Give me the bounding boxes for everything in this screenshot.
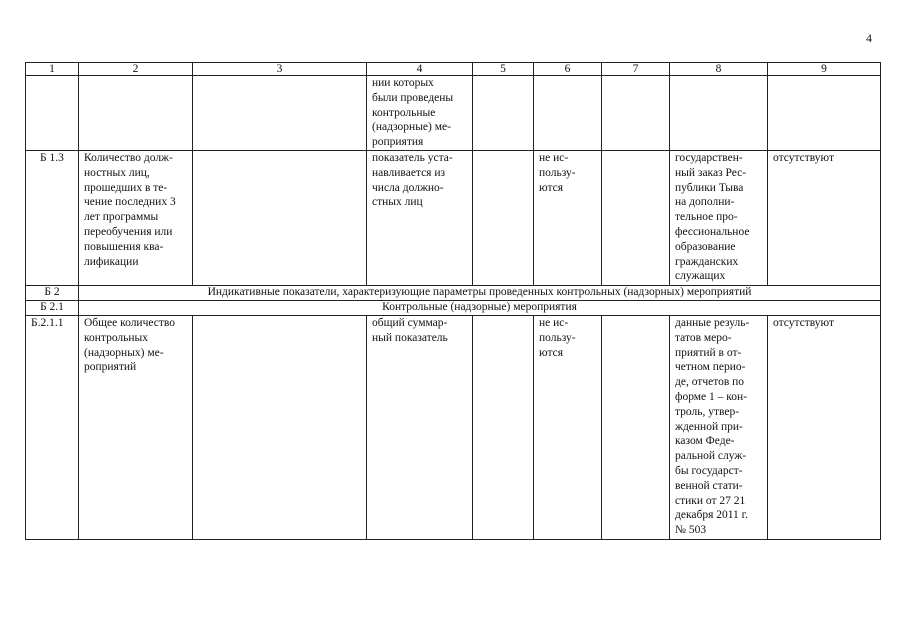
table-row-b2-1-1	[26, 315, 881, 539]
table-cell	[602, 150, 670, 285]
table-cell: отсутствуют	[768, 315, 881, 539]
row-code: Б.2.1.1	[26, 315, 79, 539]
table-cell: нии которых были проведены контрольные (надзорные) ме- роприятия	[367, 76, 473, 151]
row-code: Б 2.1	[26, 300, 79, 315]
column-number: 8	[670, 63, 768, 76]
table-cell: не ис- пользу- ются	[534, 315, 602, 539]
table-cell	[768, 76, 881, 151]
table-cell	[193, 150, 367, 285]
table-cell: показатель уста- навливается из числа должно- стных лиц	[367, 150, 473, 285]
indicator-table	[25, 62, 881, 540]
column-number: 9	[768, 63, 881, 76]
table-cell	[473, 315, 534, 539]
indicator-name: Общее количество контрольных (надзорных) ме- роприятий	[79, 315, 193, 539]
page-number: 4	[866, 31, 872, 45]
column-number: 3	[193, 63, 367, 76]
column-number: 6	[534, 63, 602, 76]
table-cell: общий суммар- ный показатель	[367, 315, 473, 539]
section-row-b2-1	[26, 300, 881, 315]
table-cell: не ис- пользу- ются	[534, 150, 602, 285]
section-row-b2	[26, 285, 881, 300]
table-cell	[534, 76, 602, 151]
indicator-name: Количество долж- ностных лиц, прошедших в те- чение последних 3 лет программы переобучения или повышения ква- лификации	[79, 150, 193, 285]
column-number: 4	[367, 63, 473, 76]
table-row-continuation	[26, 76, 881, 151]
table-row-b1-3	[26, 150, 881, 285]
table-cell	[473, 150, 534, 285]
table-cell	[79, 76, 193, 151]
section-heading: Контрольные (надзорные) мероприятия	[79, 300, 881, 315]
row-code: Б 1.3	[26, 150, 79, 285]
column-number: 1	[26, 63, 79, 76]
column-number: 2	[79, 63, 193, 76]
table-cell	[193, 76, 367, 151]
table-cell	[602, 315, 670, 539]
column-number-row	[26, 63, 881, 76]
table-cell	[26, 76, 79, 151]
row-code: Б 2	[26, 285, 79, 300]
column-number: 7	[602, 63, 670, 76]
table-cell: отсутствуют	[768, 150, 881, 285]
table-cell: государствен- ный заказ Рес- публики Тыва на дополни- тельное про- фессиональное образование гражданских служащих	[670, 150, 768, 285]
section-heading: Индикативные показатели, характеризующие параметры проведенных контрольных (надзорных) мероприятий	[79, 285, 881, 300]
column-number: 5	[473, 63, 534, 76]
table-cell	[670, 76, 768, 151]
table-cell	[602, 76, 670, 151]
table-cell	[473, 76, 534, 151]
table-cell	[193, 315, 367, 539]
table-cell: данные резуль- татов меро- приятий в от- четном перио- де, отчетов по форме 1 – кон- троль, утвер- жденной при- казом Феде- ральной служ- бы государст- венной стати- стики от 27 21 декабря 2011 г. № 503	[670, 315, 768, 539]
